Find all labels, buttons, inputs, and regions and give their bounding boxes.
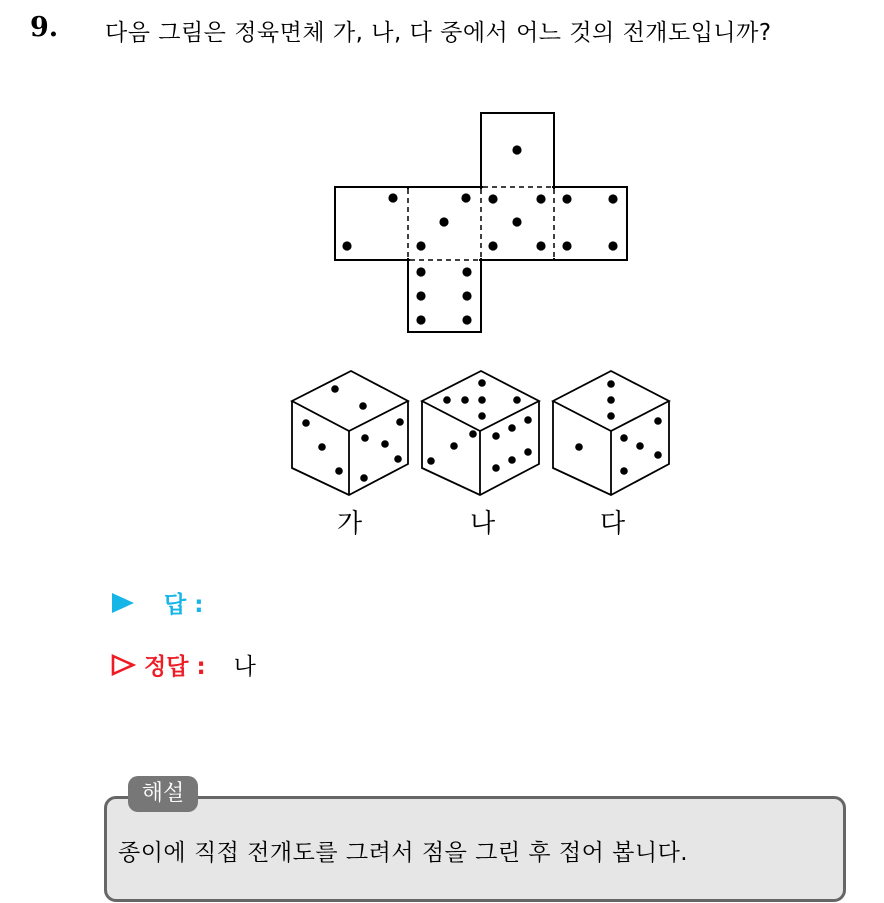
question-text: 다음 그림은 정육면체 가, 나, 다 중에서 어느 것의 전개도입니까?: [105, 20, 772, 46]
die-na: [422, 371, 539, 495]
pip: [508, 456, 516, 464]
option-label-na: 나: [470, 509, 496, 539]
question-number: 9.: [30, 12, 59, 43]
pip: [450, 442, 458, 450]
pip: [359, 402, 367, 410]
pip: [331, 385, 339, 393]
pip: [512, 145, 521, 154]
pip: [562, 194, 571, 203]
pip: [394, 455, 402, 463]
die-da: [553, 371, 669, 495]
pip: [654, 451, 662, 459]
outline-triangle-icon: [110, 653, 136, 677]
pip: [416, 315, 425, 324]
pip: [607, 380, 615, 388]
pip: [512, 217, 521, 226]
pip: [318, 443, 326, 451]
pip: [439, 217, 448, 226]
die-ga: [292, 371, 408, 495]
pip: [562, 241, 571, 250]
pip: [461, 396, 469, 404]
option-label-da: 다: [600, 509, 626, 539]
pip: [416, 291, 425, 300]
pip: [636, 442, 644, 450]
pip: [388, 193, 397, 202]
pip: [342, 241, 351, 250]
pip: [462, 267, 471, 276]
pip: [381, 440, 389, 448]
pip: [461, 193, 470, 202]
correct-answer-row: [110, 648, 256, 681]
correct-answer-label: 정답 :: [144, 654, 206, 680]
pip: [335, 467, 343, 475]
explanation-tab: 해설: [128, 776, 198, 812]
pip: [360, 474, 368, 482]
pip: [488, 241, 497, 250]
pip: [492, 432, 500, 440]
explanation-text: 종이에 직접 전개도를 그려서 점을 그린 후 접어 봅니다.: [118, 840, 689, 866]
pip: [608, 194, 617, 203]
pip: [469, 430, 477, 438]
answer-prompt-label: 답 :: [164, 592, 204, 618]
die-ga-pips: [302, 385, 404, 482]
pip: [607, 412, 615, 420]
pip: [361, 434, 369, 442]
pip: [575, 443, 583, 451]
pip: [513, 396, 521, 404]
pip: [462, 315, 471, 324]
pip: [654, 417, 662, 425]
option-label-ga: 가: [337, 509, 363, 539]
pip: [524, 416, 532, 424]
answer-prompt-row: [110, 586, 203, 619]
pip: [416, 241, 425, 250]
pip: [396, 418, 404, 426]
play-triangle-icon: [110, 591, 136, 615]
pip: [536, 194, 545, 203]
pip: [416, 267, 425, 276]
correct-answer-value: 나: [233, 654, 256, 680]
pip: [488, 194, 497, 203]
pip: [302, 419, 310, 427]
pip: [478, 379, 486, 387]
pip: [536, 241, 545, 250]
pip: [620, 467, 628, 475]
pip: [607, 396, 615, 404]
pip: [443, 396, 451, 404]
pip: [524, 448, 532, 456]
pip: [427, 457, 435, 465]
pip: [462, 291, 471, 300]
pip: [620, 434, 628, 442]
pip: [508, 424, 516, 432]
pip: [478, 396, 486, 404]
pip: [478, 412, 486, 420]
pip: [608, 241, 617, 250]
pip: [492, 464, 500, 472]
